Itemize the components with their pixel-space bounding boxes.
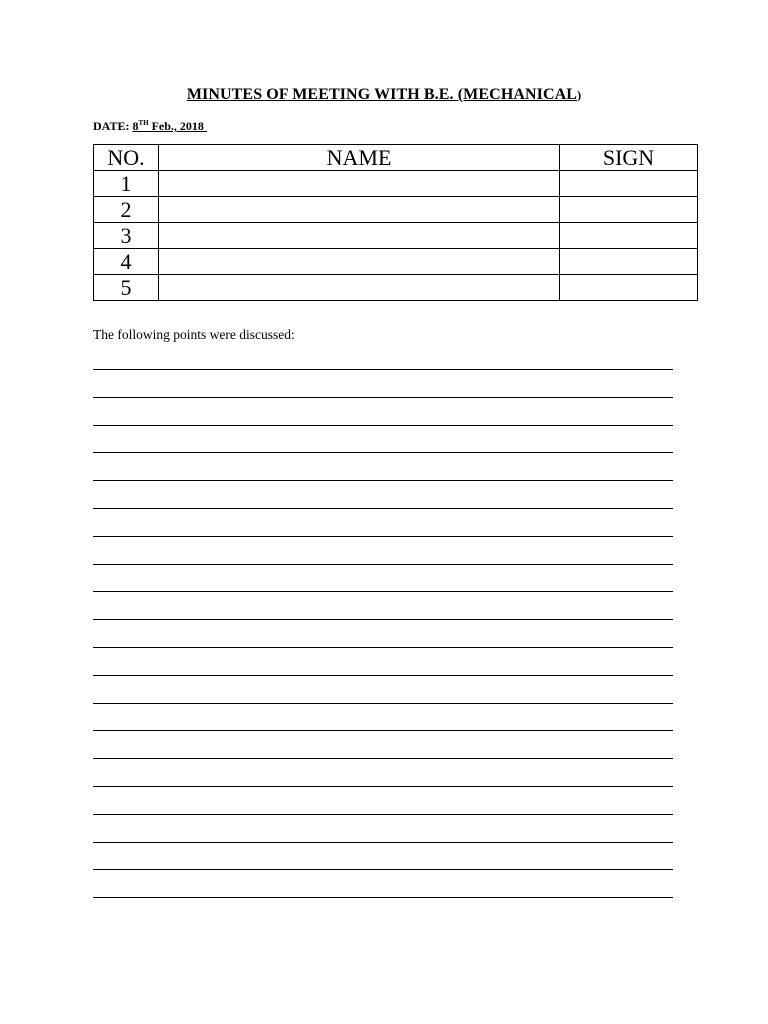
attendance-table xyxy=(93,144,698,301)
date-label: DATE: xyxy=(93,119,130,133)
writing-line[interactable] xyxy=(93,425,673,426)
sign-cell[interactable] xyxy=(560,249,698,275)
header-sign: SIGN xyxy=(560,145,698,171)
writing-line[interactable] xyxy=(93,452,673,453)
name-cell[interactable] xyxy=(159,171,560,197)
writing-line[interactable] xyxy=(93,814,673,815)
row-number: 3 xyxy=(94,223,159,249)
date-day: 8 xyxy=(132,119,139,133)
title-text: MINUTES OF MEETING WITH B.E. (MECHANICAL xyxy=(186,86,578,103)
meeting-date xyxy=(93,119,207,134)
writing-line[interactable] xyxy=(93,730,673,731)
sign-cell[interactable] xyxy=(560,197,698,223)
table-header-row xyxy=(94,145,698,171)
row-number: 4 xyxy=(94,249,159,275)
sign-cell[interactable] xyxy=(560,275,698,301)
date-rest: Feb., 2018 xyxy=(151,119,204,133)
writing-line[interactable] xyxy=(93,564,673,565)
table-row xyxy=(94,249,698,275)
writing-line[interactable] xyxy=(93,536,673,537)
table-row xyxy=(94,197,698,223)
title-closing-paren: ) xyxy=(577,88,582,102)
header-name: NAME xyxy=(159,145,560,171)
discussion-intro: The following points were discussed: xyxy=(93,327,295,342)
writing-line[interactable] xyxy=(93,758,673,759)
writing-line[interactable] xyxy=(93,786,673,787)
name-cell[interactable] xyxy=(159,197,560,223)
writing-line[interactable] xyxy=(93,619,673,620)
row-number: 2 xyxy=(94,197,159,223)
writing-line[interactable] xyxy=(93,369,673,370)
writing-line[interactable] xyxy=(93,703,673,704)
writing-line[interactable] xyxy=(93,508,673,509)
name-cell[interactable] xyxy=(159,249,560,275)
writing-line[interactable] xyxy=(93,480,673,481)
name-cell[interactable] xyxy=(159,275,560,301)
row-number: 5 xyxy=(94,275,159,301)
table-row xyxy=(94,275,698,301)
document-title xyxy=(0,86,768,104)
table-row xyxy=(94,223,698,249)
table-row xyxy=(94,171,698,197)
writing-line[interactable] xyxy=(93,675,673,676)
row-number: 1 xyxy=(94,171,159,197)
date-day-suffix: TH xyxy=(138,119,149,127)
name-cell[interactable] xyxy=(159,223,560,249)
sign-cell[interactable] xyxy=(560,223,698,249)
writing-line[interactable] xyxy=(93,869,673,870)
writing-line[interactable] xyxy=(93,842,673,843)
writing-line[interactable] xyxy=(93,591,673,592)
sign-cell[interactable] xyxy=(560,171,698,197)
header-no: NO. xyxy=(94,145,159,171)
writing-line[interactable] xyxy=(93,897,673,898)
writing-line[interactable] xyxy=(93,647,673,648)
writing-line[interactable] xyxy=(93,397,673,398)
date-value xyxy=(132,119,206,133)
